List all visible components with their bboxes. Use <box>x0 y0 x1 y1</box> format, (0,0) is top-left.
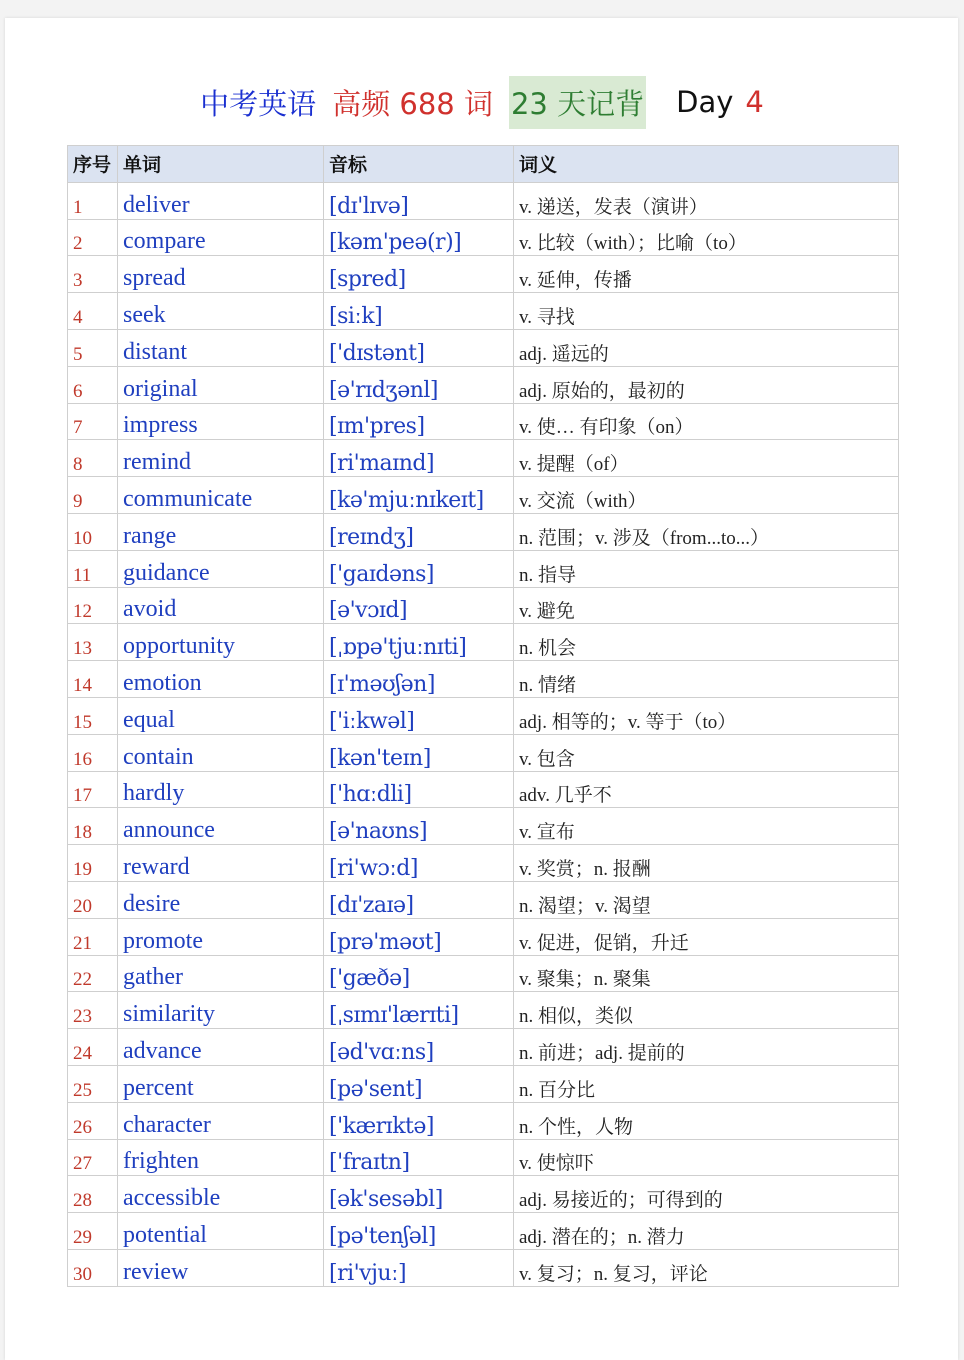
row-word: communicate <box>118 477 324 514</box>
row-phonetic: [ri'vjuː] <box>324 1249 514 1286</box>
row-meaning: n. 范围；v. 涉及（from...to...） <box>514 513 899 550</box>
table-row <box>68 1213 899 1250</box>
row-index: 28 <box>68 1176 118 1213</box>
row-word: character <box>118 1102 324 1139</box>
row-word: percent <box>118 1065 324 1102</box>
row-phonetic: [ˌɒpə'tjuːnɪti] <box>324 624 514 661</box>
row-meaning: v. 宣布 <box>514 808 899 845</box>
row-meaning: adj. 原始的，最初的 <box>514 366 899 403</box>
row-phonetic: [dɪ'zaɪə] <box>324 881 514 918</box>
row-meaning: v. 聚集；n. 聚集 <box>514 955 899 992</box>
row-meaning: v. 递送，发表（演讲） <box>514 182 899 219</box>
table-row <box>68 293 899 330</box>
row-index: 7 <box>68 403 118 440</box>
row-meaning: v. 比较（with）；比喻（to） <box>514 219 899 256</box>
row-phonetic: [ə'vɔɪd] <box>324 587 514 624</box>
table-row <box>68 734 899 771</box>
table-row <box>68 513 899 550</box>
row-index: 25 <box>68 1065 118 1102</box>
table-row <box>68 808 899 845</box>
row-word: review <box>118 1249 324 1286</box>
row-phonetic: [spred] <box>324 256 514 293</box>
row-phonetic: [kən'teɪn] <box>324 734 514 771</box>
row-index: 30 <box>68 1249 118 1286</box>
row-word: desire <box>118 881 324 918</box>
row-phonetic: ['iːkwəl] <box>324 697 514 734</box>
table-row <box>68 256 899 293</box>
table-row <box>68 955 899 992</box>
row-index: 14 <box>68 661 118 698</box>
row-index: 26 <box>68 1102 118 1139</box>
table-row <box>68 182 899 219</box>
row-meaning: v. 促进，促销，升迁 <box>514 918 899 955</box>
row-meaning: n. 情绪 <box>514 661 899 698</box>
row-meaning: v. 包含 <box>514 734 899 771</box>
row-word: reward <box>118 845 324 882</box>
row-index: 21 <box>68 918 118 955</box>
row-meaning: v. 复习；n. 复习，评论 <box>514 1249 899 1286</box>
row-index: 1 <box>68 182 118 219</box>
row-index: 18 <box>68 808 118 845</box>
row-word: announce <box>118 808 324 845</box>
row-meaning: n. 机会 <box>514 624 899 661</box>
title-word-count: 高频 688 词 <box>332 86 493 121</box>
row-index: 2 <box>68 219 118 256</box>
row-index: 22 <box>68 955 118 992</box>
row-word: equal <box>118 697 324 734</box>
row-index: 11 <box>68 550 118 587</box>
row-word: deliver <box>118 182 324 219</box>
row-word: advance <box>118 1029 324 1066</box>
row-word: opportunity <box>118 624 324 661</box>
row-word: original <box>118 366 324 403</box>
title-day-label: Day <box>676 85 734 119</box>
row-meaning: adj. 易接近的；可得到的 <box>514 1176 899 1213</box>
row-index: 20 <box>68 881 118 918</box>
row-meaning: v. 使惊吓 <box>514 1139 899 1176</box>
row-word: guidance <box>118 550 324 587</box>
row-meaning: adj. 遥远的 <box>514 329 899 366</box>
row-phonetic: ['hɑːdli] <box>324 771 514 808</box>
row-phonetic: [kəm'peə(r)] <box>324 219 514 256</box>
row-meaning: n. 相似，类似 <box>514 992 899 1029</box>
row-word: remind <box>118 440 324 477</box>
row-word: impress <box>118 403 324 440</box>
row-meaning: adj. 潜在的；n. 潜力 <box>514 1213 899 1250</box>
table-row <box>68 1065 899 1102</box>
row-phonetic: ['gæðə] <box>324 955 514 992</box>
title-day-number: 4 <box>745 85 764 119</box>
table-row <box>68 918 899 955</box>
table-row <box>68 440 899 477</box>
header-index: 序号 <box>68 146 118 183</box>
row-index: 24 <box>68 1029 118 1066</box>
table-row <box>68 697 899 734</box>
row-word: avoid <box>118 587 324 624</box>
table-row <box>68 550 899 587</box>
title-exam-english: 中考英语 <box>200 86 317 121</box>
row-word: similarity <box>118 992 324 1029</box>
row-phonetic: [pə'sent] <box>324 1065 514 1102</box>
row-meaning: n. 渴望；v. 渴望 <box>514 881 899 918</box>
vocabulary-table <box>67 145 899 1287</box>
row-index: 5 <box>68 329 118 366</box>
row-meaning: v. 避免 <box>514 587 899 624</box>
row-meaning: v. 奖赏；n. 报酬 <box>514 845 899 882</box>
row-index: 29 <box>68 1213 118 1250</box>
row-phonetic: [reɪndʒ] <box>324 513 514 550</box>
row-index: 16 <box>68 734 118 771</box>
header-word: 单词 <box>118 146 324 183</box>
row-phonetic: [ək'sesəbl] <box>324 1176 514 1213</box>
row-index: 3 <box>68 256 118 293</box>
row-index: 8 <box>68 440 118 477</box>
table-row <box>68 1102 899 1139</box>
row-word: accessible <box>118 1176 324 1213</box>
row-word: seek <box>118 293 324 330</box>
row-index: 6 <box>68 366 118 403</box>
row-phonetic: ['kærɪktə] <box>324 1102 514 1139</box>
table-row <box>68 219 899 256</box>
row-word: frighten <box>118 1139 324 1176</box>
row-index: 4 <box>68 293 118 330</box>
row-index: 27 <box>68 1139 118 1176</box>
row-phonetic: [kə'mjuːnɪkeɪt] <box>324 477 514 514</box>
row-index: 19 <box>68 845 118 882</box>
row-index: 15 <box>68 697 118 734</box>
row-meaning: n. 指导 <box>514 550 899 587</box>
row-phonetic: [dɪ'lɪvə] <box>324 182 514 219</box>
row-meaning: v. 延伸，传播 <box>514 256 899 293</box>
row-phonetic: [pə'tenʃəl] <box>324 1213 514 1250</box>
table-row <box>68 477 899 514</box>
row-meaning: n. 前进；adj. 提前的 <box>514 1029 899 1066</box>
row-meaning: v. 使… 有印象（on） <box>514 403 899 440</box>
row-index: 9 <box>68 477 118 514</box>
row-phonetic: ['dɪstənt] <box>324 329 514 366</box>
row-meaning: v. 交流（with） <box>514 477 899 514</box>
page-title <box>0 72 964 132</box>
row-index: 12 <box>68 587 118 624</box>
row-meaning: n. 百分比 <box>514 1065 899 1102</box>
header-phonetic: 音标 <box>324 146 514 183</box>
title-day-plan: 23 天记背 <box>509 76 646 129</box>
row-phonetic: [ə'naʊns] <box>324 808 514 845</box>
table-row <box>68 587 899 624</box>
row-meaning: adv. 几乎不 <box>514 771 899 808</box>
row-phonetic: [ri'wɔːd] <box>324 845 514 882</box>
row-phonetic: ['gaɪdəns] <box>324 550 514 587</box>
table-row <box>68 992 899 1029</box>
table-row <box>68 1139 899 1176</box>
row-index: 17 <box>68 771 118 808</box>
row-word: distant <box>118 329 324 366</box>
header-meaning: 词义 <box>514 146 899 183</box>
row-phonetic: ['fraɪtn] <box>324 1139 514 1176</box>
row-index: 13 <box>68 624 118 661</box>
row-phonetic: [prə'məʊt] <box>324 918 514 955</box>
table-row <box>68 624 899 661</box>
row-word: potential <box>118 1213 324 1250</box>
row-phonetic: [ɪ'məʊʃən] <box>324 661 514 698</box>
table-body <box>68 182 899 1286</box>
table-row <box>68 403 899 440</box>
row-word: hardly <box>118 771 324 808</box>
table-row <box>68 771 899 808</box>
table-row <box>68 845 899 882</box>
row-index: 23 <box>68 992 118 1029</box>
row-phonetic: [ə'rɪdʒənl] <box>324 366 514 403</box>
row-word: compare <box>118 219 324 256</box>
table-row <box>68 661 899 698</box>
row-word: range <box>118 513 324 550</box>
table-row <box>68 1176 899 1213</box>
table-row <box>68 366 899 403</box>
table-header-row <box>68 146 899 183</box>
row-meaning: n. 个性，人物 <box>514 1102 899 1139</box>
row-word: contain <box>118 734 324 771</box>
row-word: emotion <box>118 661 324 698</box>
row-index: 10 <box>68 513 118 550</box>
table-row <box>68 881 899 918</box>
row-phonetic: [ɪm'pres] <box>324 403 514 440</box>
table-row <box>68 1249 899 1286</box>
row-word: promote <box>118 918 324 955</box>
row-word: gather <box>118 955 324 992</box>
table-row <box>68 329 899 366</box>
row-meaning: v. 提醒（of） <box>514 440 899 477</box>
row-phonetic: [ˌsɪmɪ'lærɪti] <box>324 992 514 1029</box>
row-phonetic: [ri'maɪnd] <box>324 440 514 477</box>
table-row <box>68 1029 899 1066</box>
row-phonetic: [əd'vɑːns] <box>324 1029 514 1066</box>
row-word: spread <box>118 256 324 293</box>
row-meaning: v. 寻找 <box>514 293 899 330</box>
row-meaning: adj. 相等的；v. 等于（to） <box>514 697 899 734</box>
row-phonetic: [siːk] <box>324 293 514 330</box>
